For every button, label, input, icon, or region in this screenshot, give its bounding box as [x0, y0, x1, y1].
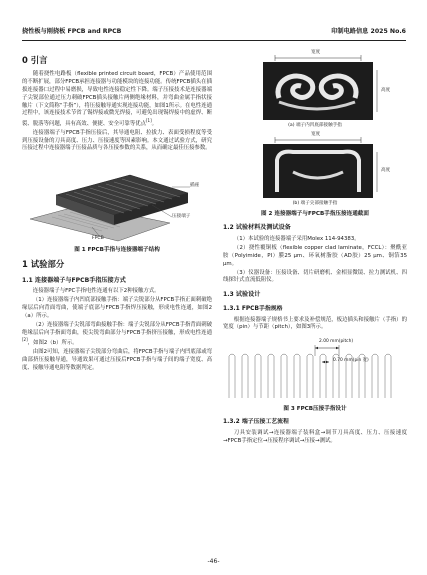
section-heading-experiment: 1 试验部分: [22, 259, 65, 270]
pin-width-dimension-label: 0.70 mm(pin 宽): [333, 358, 369, 364]
cross-section-a: [223, 50, 407, 122]
pitch-dimension-label: 2.00 mm(pitch): [319, 339, 354, 345]
label-fpcb: FPCB: [92, 236, 104, 242]
figure-2b: [223, 132, 407, 200]
figure-2a-caption: (a) 端子内凹底部接触手指: [288, 123, 342, 128]
header-rule: [22, 40, 406, 41]
citation-1[interactable]: [1]: [146, 118, 152, 124]
figure-1: [22, 157, 212, 243]
fpcb-finger-outline: [294, 354, 300, 398]
exp-paragraph-2: （1）连接器端子内凹底部接触手指：端子尖锐部分从FPCB手指正面刺破绝缘层后向背面弯曲，使端子底部与FPCB手指焊压接触，形成电性连通，如图2（a）所示。: [22, 297, 212, 319]
intro-paragraph-1: 随着挠性电路板（flexible printed circuit board，FPCB）产品使用范围的不断扩展，部分FPCB承担连接器与功能模块的连接功能。传统FPCB插头在插拔连接器口过程中易磨损，导致电性连接稳定性下降。端子压接技术是连接器端子尖锐部位通过压力刺破FPCB插头接触片两侧绝缘材料，并弯曲金属手指状接触片（下文简称“手指”），将压接触导通实现连接功能，如图1所示。在电性连通过程中，该连接技术节省了锡焊接或微光焊接，可避免出现锡焊接中的虚焊、断裂、脱落等问题，具有高效、便捷、安全可靠等优点[1]。: [22, 71, 212, 127]
width-label-b: 宽度: [311, 131, 321, 137]
figure-3-caption: 图 3 FPCB压接手指设计: [283, 406, 347, 413]
fpcb-finger-outline: [268, 354, 274, 398]
fpcb-finger-outline: [255, 354, 261, 398]
figure-2-caption: 图 2 连接器端子与FPCB手指压接连通截面: [261, 211, 369, 218]
exp-paragraph-4: 由图2可知，连接器端子尖锐部分弯曲后，将FPCB手指与端子内凹底部或弯曲部挤压接触导通，导通效果可通过压接后FPCB手指与端子间的端子宽度、高度、接触导通电阻等数据判定。: [22, 348, 212, 371]
running-header: [22, 28, 406, 40]
materials-paragraph-1: （1）本试验的连接器端子采用Molex 114-94383。: [233, 236, 360, 243]
materials-paragraph-3: （3）仪器设备：压接设备、切片研磨机、金相显微镜、拉力测试机、四线探针式直流低阻仪。: [223, 269, 407, 284]
fpcb-finger-outline: [242, 354, 248, 398]
materials-paragraph-2: （2）挠性覆铜板（flexible copper clad laminate，FCCL）：聚酰亚胺（Polyimide，PI）膜25 μm、环氧树脂胶（AD胶）25 μm、铜箔35 μm。: [223, 245, 407, 267]
height-label-a: 高度: [381, 88, 391, 93]
fpcb-finger-outline: [372, 354, 378, 398]
label-crimp-terminal: 压接端子: [172, 214, 191, 220]
citation-2[interactable]: [2]: [22, 337, 28, 343]
subsection-heading-1-3-1: 1.3.1 FPCB手指规格: [223, 306, 283, 313]
subsection-heading-1-3: 1.3 试验设计: [223, 291, 261, 299]
right-column: [223, 50, 407, 447]
exp-paragraph-3: （2）连接器端子尖锐部弯曲接触手指：端子尖锐部分从FPCB手指背面刺破绝缘层后向手指面弯曲，使尖锐弯曲部分与FPCB手指挤压接触，形成电性连通[2]，如图2（b）所示。: [22, 321, 212, 347]
subsection-heading-1-1: 1.1 连接器端子与FPCB手指压接方式: [22, 276, 126, 284]
left-column: [22, 50, 212, 373]
journal-section-label: 挠性板与刚挠板 FPCB and RPCB: [22, 28, 122, 35]
height-label-b: 高度: [381, 167, 391, 173]
spec-paragraph-1: 根据连接器端子规格书上要求及补偿规范，板边插头和接触片（手指）的宽度（pin）与节距（pitch），如图3所示。: [223, 316, 407, 331]
fpcb-finger-outline: [385, 354, 391, 398]
subsection-heading-1-3-2: 1.3.2 端子压接工艺流程: [223, 419, 289, 426]
figure-3: [223, 334, 407, 402]
figure-2a: [223, 50, 407, 122]
intro-paragraph-2: 连接器端子与FPCB手指压接后，其导通电阻、拉拔力、表面受损程度等受到压接设备的刀具高度、压力、压接速度等因素影响。本文通过试验方式，研究压接过程中连接器端子压接品质与各压接参数的关系，从而确定最佳压接参数。: [22, 129, 212, 152]
figure-1-caption: 图 1 FPCB手指与连接器端子结构: [74, 247, 160, 254]
cross-section-b: [223, 132, 407, 200]
section-heading-intro: 0 引言: [22, 55, 48, 65]
width-label-a: 宽度: [311, 50, 321, 55]
subsection-heading-1-2: 1.2 试验材料及测试设备: [223, 224, 291, 232]
process-paragraph-1: 刀具安装调试→连接器端子装料盒→调节刀具高度、压力、压接速度→FPCB手指定位→压接程序调试→压接→测试。: [223, 429, 407, 444]
fpcb-finger-outline: [281, 354, 287, 398]
journal-issue-label: 印制电路信息 2025 No.6: [331, 28, 406, 35]
figure-2b-caption: (b) 端子尖部接触手指: [292, 200, 338, 206]
connector-fpcb-illustration: [22, 157, 212, 243]
page-number: -46-: [207, 558, 220, 565]
label-socket: 插座: [190, 183, 200, 189]
fpcb-finger-outline: [307, 354, 313, 398]
finger-pitch-diagram: [223, 334, 407, 402]
fpcb-finger-outline: [320, 354, 326, 398]
exp-paragraph-1: 连接器端子与FPC手指电性连通有以下2种接触方式。: [32, 288, 160, 295]
fpcb-finger-outline: [229, 354, 235, 398]
